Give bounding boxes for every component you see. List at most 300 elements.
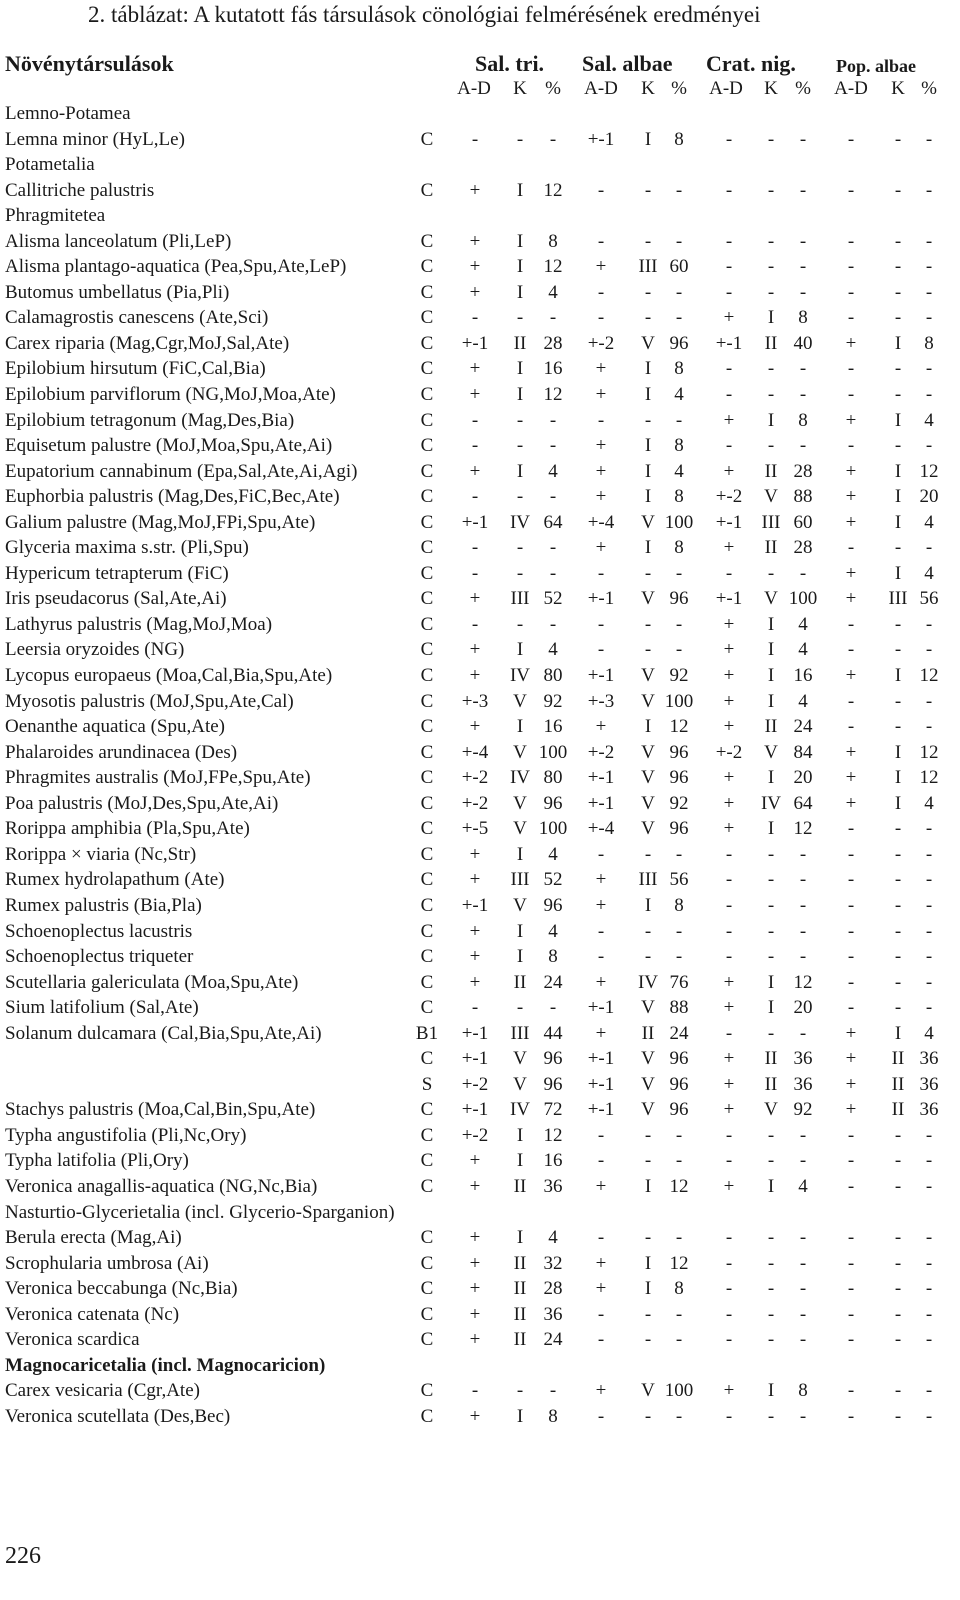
value-cell: + — [469, 716, 481, 738]
subheader-k-1: K — [641, 78, 655, 99]
value-cell: - — [925, 179, 933, 201]
value-cell: - — [725, 1303, 733, 1325]
value-cell: 36 — [919, 1073, 939, 1095]
value-cell: - — [675, 1303, 683, 1325]
species-name: Rumex hydrolapathum (Ate) — [5, 869, 225, 891]
group-name: Lemno-Potamea — [5, 103, 131, 124]
value-cell: - — [925, 690, 933, 712]
value-cell: - — [894, 1303, 902, 1325]
value-cell: - — [767, 1252, 775, 1274]
value-cell: 8 — [674, 358, 684, 380]
value-cell: - — [767, 435, 775, 457]
value-cell: 12 — [543, 179, 563, 201]
value-cell: + — [723, 665, 735, 687]
layer-cell: C — [420, 307, 434, 329]
value-cell: +-1 — [715, 588, 743, 610]
value-cell: 96 — [669, 1073, 689, 1095]
table-row — [0, 331, 960, 357]
value-cell: I — [767, 307, 775, 329]
value-cell: 100 — [538, 818, 568, 840]
value-cell: 28 — [793, 537, 813, 559]
table-row — [0, 382, 960, 408]
layer-cell: C — [420, 613, 434, 635]
value-cell: 100 — [664, 511, 694, 533]
value-cell: III — [638, 869, 658, 891]
value-cell: - — [725, 1329, 733, 1351]
value-cell: - — [894, 818, 902, 840]
value-cell: - — [847, 639, 855, 661]
species-name: Iris pseudacorus (Sal,Ate,Ai) — [5, 588, 227, 610]
value-cell: - — [894, 358, 902, 380]
table-row — [0, 305, 960, 331]
value-cell: - — [925, 230, 933, 252]
value-cell: + — [595, 460, 607, 482]
value-cell: +-4 — [587, 818, 615, 840]
value-cell: II — [513, 1252, 527, 1274]
page-number: 226 — [5, 1543, 41, 1569]
value-cell: - — [767, 384, 775, 406]
value-cell: + — [469, 460, 481, 482]
group-header-pop-albae: Pop. albae — [836, 56, 917, 76]
value-cell: - — [516, 562, 524, 584]
value-cell: V — [764, 741, 778, 763]
table-row — [0, 510, 960, 536]
value-cell: - — [894, 716, 902, 738]
value-cell: V — [641, 588, 655, 610]
value-cell: 76 — [669, 971, 689, 993]
value-cell: - — [799, 920, 807, 942]
species-name: Veronica scutellata (Des,Bec) — [5, 1405, 231, 1427]
value-cell: I — [516, 179, 524, 201]
species-name: Typha angustifolia (Pli,Nc,Ory) — [5, 1124, 247, 1146]
value-cell: + — [845, 511, 857, 533]
value-cell: + — [595, 384, 607, 406]
species-name: Callitriche palustris — [5, 179, 155, 201]
value-cell: - — [925, 281, 933, 303]
value-cell: + — [845, 1048, 857, 1070]
value-cell: 20 — [793, 767, 813, 789]
value-cell: - — [644, 920, 652, 942]
layer-cell: C — [420, 1124, 434, 1146]
value-cell: I — [644, 1278, 652, 1300]
value-cell: + — [723, 1048, 735, 1070]
table-row — [0, 433, 960, 459]
value-cell: - — [471, 307, 479, 329]
table-row — [0, 1046, 960, 1072]
value-cell: - — [597, 1124, 605, 1146]
value-cell: 100 — [788, 588, 818, 610]
value-cell: - — [516, 997, 524, 1019]
value-cell: - — [471, 486, 479, 508]
value-cell: I — [767, 818, 775, 840]
value-cell: - — [767, 1022, 775, 1044]
value-cell: 8 — [798, 409, 808, 431]
value-cell: - — [925, 358, 933, 380]
table-row — [0, 1251, 960, 1277]
value-cell: 4 — [548, 920, 558, 942]
table-row — [0, 484, 960, 510]
value-cell: - — [597, 281, 605, 303]
value-cell: - — [847, 1405, 855, 1427]
value-cell: - — [847, 256, 855, 278]
value-cell: I — [644, 894, 652, 916]
layer-cell: C — [420, 460, 434, 482]
layer-cell: C — [420, 1329, 434, 1351]
value-cell: I — [644, 537, 652, 559]
value-cell: 96 — [669, 1048, 689, 1070]
value-cell: - — [799, 230, 807, 252]
layer-cell: C — [420, 486, 434, 508]
value-cell: V — [641, 997, 655, 1019]
value-cell: I — [894, 486, 902, 508]
value-cell: + — [469, 1329, 481, 1351]
value-cell: - — [597, 1227, 605, 1249]
table-row — [0, 689, 960, 715]
value-cell: + — [845, 460, 857, 482]
group-header-sal-albae: Sal. albae — [582, 51, 673, 76]
value-cell: 12 — [919, 741, 939, 763]
value-cell: +-1 — [715, 332, 743, 354]
species-name: Lemna minor (HyL,Le) — [5, 128, 185, 150]
value-cell: - — [644, 639, 652, 661]
value-cell: +-2 — [715, 741, 743, 763]
value-cell: + — [469, 384, 481, 406]
value-cell: - — [549, 409, 557, 431]
value-cell: - — [799, 1252, 807, 1274]
table-row — [0, 561, 960, 587]
value-cell: + — [469, 1405, 481, 1427]
value-cell: IV — [509, 511, 531, 533]
layer-cell: C — [420, 332, 434, 354]
value-cell: - — [767, 1303, 775, 1325]
value-cell: 12 — [919, 767, 939, 789]
table-row — [0, 714, 960, 740]
value-cell: II — [764, 1048, 778, 1070]
value-cell: - — [549, 307, 557, 329]
layer-cell: C — [420, 281, 434, 303]
value-cell: - — [847, 1380, 855, 1402]
value-cell: 96 — [669, 741, 689, 763]
value-cell: + — [723, 409, 735, 431]
value-cell: I — [516, 639, 524, 661]
value-cell: V — [641, 511, 655, 533]
species-name: Veronica catenata (Nc) — [5, 1303, 180, 1325]
value-cell: - — [644, 409, 652, 431]
value-cell: 8 — [924, 332, 934, 354]
value-cell: 36 — [543, 1175, 563, 1197]
value-cell: - — [925, 716, 933, 738]
value-cell: - — [675, 639, 683, 661]
layer-cell: C — [420, 997, 434, 1019]
species-name: Schoenoplectus triqueter — [5, 946, 194, 968]
value-cell: - — [549, 435, 557, 457]
table-row — [0, 1378, 960, 1404]
subheader-ad-3: A-D — [834, 78, 868, 99]
value-cell: III — [510, 588, 530, 610]
layer-cell: C — [420, 894, 434, 916]
value-cell: 96 — [543, 1073, 563, 1095]
value-cell: - — [847, 1329, 855, 1351]
value-cell: + — [469, 1252, 481, 1274]
value-cell: - — [725, 562, 733, 584]
value-cell: 16 — [793, 665, 813, 687]
value-cell: - — [925, 894, 933, 916]
value-cell: - — [894, 307, 902, 329]
value-cell: + — [469, 230, 481, 252]
value-cell: V — [641, 767, 655, 789]
value-cell: I — [767, 409, 775, 431]
layer-cell: C — [420, 511, 434, 533]
subheader-ad-1: A-D — [584, 78, 618, 99]
value-cell: 8 — [674, 1278, 684, 1300]
value-cell: - — [894, 946, 902, 968]
value-cell: I — [516, 1405, 524, 1427]
value-cell: +-5 — [461, 818, 489, 840]
value-cell: - — [471, 613, 479, 635]
value-cell: 80 — [543, 767, 563, 789]
value-cell: +-1 — [587, 1099, 615, 1121]
value-cell: + — [595, 256, 607, 278]
value-cell: + — [845, 741, 857, 763]
species-name: Leersia oryzoides (NG) — [5, 639, 185, 661]
layer-cell: C — [420, 639, 434, 661]
value-cell: II — [513, 1278, 527, 1300]
layer-cell: C — [420, 358, 434, 380]
value-cell: +-1 — [587, 588, 615, 610]
value-cell: 100 — [538, 741, 568, 763]
value-cell: V — [764, 1099, 778, 1121]
value-cell: 8 — [674, 128, 684, 150]
value-cell: 4 — [924, 562, 934, 584]
value-cell: 28 — [543, 332, 563, 354]
species-name: Berula erecta (Mag,Ai) — [5, 1227, 182, 1249]
value-cell: + — [845, 1099, 857, 1121]
table-row — [0, 944, 960, 970]
value-cell: - — [894, 1329, 902, 1351]
value-cell: - — [725, 256, 733, 278]
subheader-pct-3: % — [921, 78, 937, 99]
value-cell: V — [513, 1048, 527, 1070]
group-row — [0, 203, 960, 229]
value-cell: I — [767, 639, 775, 661]
value-cell: +-3 — [461, 690, 489, 712]
value-cell: - — [847, 307, 855, 329]
value-cell: - — [925, 435, 933, 457]
value-cell: - — [894, 230, 902, 252]
table-row — [0, 1021, 960, 1047]
species-name: Stachys palustris (Moa,Cal,Bin,Spu,Ate) — [5, 1099, 316, 1121]
species-name: Typha latifolia (Pli,Ory) — [5, 1150, 189, 1172]
value-cell: I — [767, 1175, 775, 1197]
value-cell: - — [725, 281, 733, 303]
layer-cell: C — [420, 1380, 434, 1402]
value-cell: - — [925, 1380, 933, 1402]
value-cell: 8 — [674, 894, 684, 916]
table-row — [0, 893, 960, 919]
layer-cell: C — [420, 1252, 434, 1274]
value-cell: II — [891, 1048, 905, 1070]
layer-cell: C — [420, 435, 434, 457]
value-cell: - — [894, 384, 902, 406]
species-name: Phragmites australis (MoJ,FPe,Spu,Ate) — [5, 767, 311, 789]
value-cell: - — [847, 818, 855, 840]
value-cell: IV — [637, 971, 659, 993]
value-cell: III — [638, 256, 658, 278]
value-cell: + — [469, 869, 481, 891]
value-cell: - — [471, 997, 479, 1019]
value-cell: + — [469, 639, 481, 661]
value-cell: V — [513, 792, 527, 814]
species-name: Veronica beccabunga (Nc,Bia) — [5, 1278, 238, 1300]
value-cell: 20 — [919, 486, 939, 508]
value-cell: III — [510, 1022, 530, 1044]
group-header-crat-nig: Crat. nig. — [706, 51, 796, 76]
value-cell: II — [764, 1073, 778, 1095]
value-cell: - — [767, 1278, 775, 1300]
table-row — [0, 127, 960, 153]
value-cell: 12 — [543, 1124, 563, 1146]
value-cell: II — [891, 1073, 905, 1095]
layer-cell: S — [421, 1073, 433, 1095]
value-cell: - — [767, 869, 775, 891]
value-cell: - — [644, 281, 652, 303]
value-cell: + — [469, 358, 481, 380]
value-cell: - — [725, 843, 733, 865]
value-cell: V — [513, 1073, 527, 1095]
value-cell: 12 — [669, 716, 689, 738]
group-header-sal-tri: Sal. tri. — [475, 51, 545, 76]
value-cell: - — [767, 256, 775, 278]
value-cell: +-1 — [587, 128, 615, 150]
value-cell: I — [767, 690, 775, 712]
value-cell: I — [767, 1380, 775, 1402]
species-name: Alisma lanceolatum (Pli,LeP) — [5, 230, 232, 252]
value-cell: - — [894, 128, 902, 150]
value-cell: - — [925, 818, 933, 840]
value-cell: II — [891, 1099, 905, 1121]
value-cell: - — [675, 307, 683, 329]
value-cell: - — [597, 230, 605, 252]
value-cell: - — [597, 179, 605, 201]
value-cell: V — [764, 486, 778, 508]
table-row — [0, 842, 960, 868]
table-row — [0, 535, 960, 561]
value-cell: I — [516, 1150, 524, 1172]
species-name: Rumex palustris (Bia,Pla) — [5, 894, 202, 916]
value-cell: - — [675, 1150, 683, 1172]
value-cell: - — [847, 128, 855, 150]
table-row — [0, 995, 960, 1021]
value-cell: I — [516, 1227, 524, 1249]
value-cell: - — [894, 1124, 902, 1146]
value-cell: 8 — [548, 230, 558, 252]
value-cell: - — [471, 435, 479, 457]
value-cell: - — [925, 384, 933, 406]
value-cell: - — [799, 946, 807, 968]
value-cell: + — [845, 588, 857, 610]
value-cell: V — [641, 741, 655, 763]
value-cell: - — [799, 1227, 807, 1249]
value-cell: - — [675, 1124, 683, 1146]
value-cell: - — [644, 1150, 652, 1172]
value-cell: 44 — [543, 1022, 563, 1044]
value-cell: - — [644, 1329, 652, 1351]
value-cell: - — [847, 281, 855, 303]
value-cell: 12 — [919, 665, 939, 687]
value-cell: - — [925, 946, 933, 968]
value-cell: - — [799, 384, 807, 406]
value-cell: - — [799, 179, 807, 201]
value-cell: 24 — [543, 971, 563, 993]
value-cell: I — [767, 971, 775, 993]
value-cell: + — [595, 1380, 607, 1402]
value-cell: - — [767, 1227, 775, 1249]
value-cell: - — [799, 1303, 807, 1325]
value-cell: I — [767, 613, 775, 635]
subheader-k-0: K — [513, 78, 527, 99]
value-cell: + — [469, 665, 481, 687]
value-cell: 100 — [664, 690, 694, 712]
species-name: Butomus umbellatus (Pia,Pli) — [5, 281, 230, 303]
species-name: Scutellaria galericulata (Moa,Spu,Ate) — [5, 971, 299, 993]
value-cell: 96 — [669, 588, 689, 610]
value-cell: - — [847, 230, 855, 252]
value-cell: + — [469, 971, 481, 993]
species-name: Hypericum tetrapterum (FiC) — [5, 562, 229, 584]
value-cell: + — [595, 1175, 607, 1197]
species-name: Eupatorium cannabinum (Epa,Sal,Ate,Ai,Agi) — [5, 460, 358, 482]
value-cell: IV — [509, 665, 531, 687]
value-cell: I — [644, 358, 652, 380]
value-cell: II — [513, 1329, 527, 1351]
layer-cell: C — [420, 562, 434, 584]
value-cell: +-2 — [461, 1073, 489, 1095]
value-cell: - — [925, 128, 933, 150]
value-cell: - — [675, 843, 683, 865]
value-cell: - — [894, 690, 902, 712]
value-cell: - — [675, 409, 683, 431]
value-cell: 64 — [543, 511, 563, 533]
value-cell: II — [641, 1022, 655, 1044]
layer-cell: C — [420, 588, 434, 610]
species-name: Rorippa × viaria (Nc,Str) — [5, 843, 197, 865]
table-row — [0, 1302, 960, 1328]
value-cell: - — [597, 843, 605, 865]
value-cell: 4 — [548, 281, 558, 303]
group-row — [0, 1353, 960, 1379]
value-cell: II — [513, 1175, 527, 1197]
layer-cell: C — [420, 690, 434, 712]
value-cell: - — [644, 179, 652, 201]
value-cell: - — [925, 1124, 933, 1146]
species-name: Veronica scardica — [5, 1329, 140, 1351]
value-cell: +-1 — [587, 767, 615, 789]
value-cell: - — [767, 946, 775, 968]
value-cell: - — [597, 409, 605, 431]
value-cell: + — [469, 946, 481, 968]
table-row — [0, 280, 960, 306]
value-cell: + — [723, 1175, 735, 1197]
value-cell: +-1 — [587, 1048, 615, 1070]
value-cell: - — [925, 997, 933, 1019]
table-title: 2. táblázat: A kutatott fás társulások cönológiai felmérésének eredményei — [88, 2, 761, 27]
value-cell: - — [675, 230, 683, 252]
value-cell: I — [644, 384, 652, 406]
value-cell: - — [894, 869, 902, 891]
value-cell: + — [595, 716, 607, 738]
subheader-ad-0: A-D — [457, 78, 491, 99]
value-cell: III — [761, 511, 781, 533]
